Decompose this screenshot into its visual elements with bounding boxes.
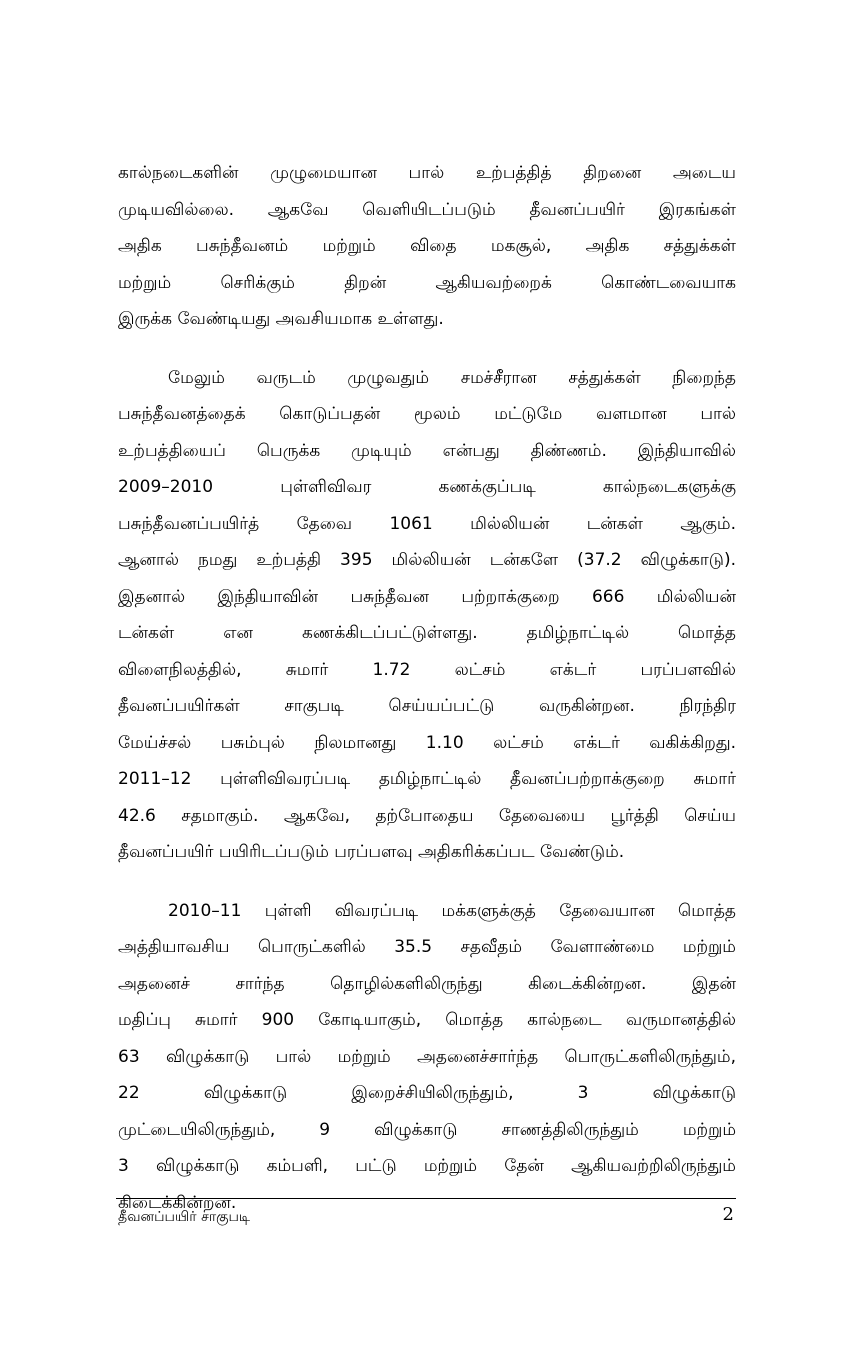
paragraph-line: மேய்ச்சல் பசும்புல் நிலமானது 1.10 லட்சம் எக்டர் வகிக்கிறது. <box>118 732 736 753</box>
paragraph-line: இருக்க வேண்டியது அவசியமாக உள்ளது. <box>118 309 444 329</box>
footer-divider <box>116 1198 736 1199</box>
footer-title: தீவனப்பயிர் சாகுபடி <box>118 1209 251 1225</box>
paragraph-line: மற்றும் செரிக்கும் திறன் ஆகியவற்றைக் கொண்டவையாக <box>118 272 736 293</box>
paragraph-line: முட்டையிலிருந்தும், 9 விழுக்காடு சாணத்திலிருந்தும் மற்றும் <box>118 1119 736 1140</box>
paragraph-line: மதிப்பு சுமார் 900 கோடியாகும், மொத்த கால்நடை வருமானத்தில் <box>118 1010 736 1030</box>
paragraph-line: கால்நடைகளின் முழுமையான பால் உற்பத்தித் திறனை அடைய <box>118 163 736 183</box>
paragraph-line: 2011–12 புள்ளிவிவரப்படி தமிழ்நாட்டில் தீவனப்பற்றாக்குறை சுமார் <box>118 769 736 789</box>
paragraph-line: மேலும் வருடம் முழுவதும் சமச்சீரான சத்துக்கள் நிறைந்த <box>168 367 736 388</box>
paragraph-line: 2010–11 புள்ளி விவரப்படி மக்களுக்குத் தேவையான மொத்த <box>168 900 736 921</box>
paragraph-line: அதனைச் சார்ந்த தொழில்களிலிருந்து கிடைக்கின்றன. இதன் <box>118 973 736 994</box>
paragraph-line: பசுந்தீவனத்தைக் கொடுப்பதன் மூலம் மட்டுமே வளமான பால் <box>118 404 736 424</box>
paragraph-line: தீவனப்பயிர்கள் சாகுபடி செய்யப்பட்டு வருகின்றன. நிரந்திர <box>118 696 736 716</box>
paragraph-line: முடியவில்லை. ஆகவே வெளியிடப்படும் தீவனப்பயிர் இரகங்கள் <box>118 199 736 220</box>
paragraph-3 <box>118 893 736 1222</box>
paragraph-2 <box>118 360 736 871</box>
paragraph-line: 63 விழுக்காடு பால் மற்றும் அதனைச்சார்ந்த பொருட்களிலிருந்தும், <box>118 1046 736 1067</box>
page-number: 2 <box>722 1204 734 1225</box>
paragraph-line: விளைநிலத்தில், சுமார் 1.72 லட்சம் எக்டர் பரப்பளவில் <box>118 659 736 680</box>
paragraph-1 <box>118 155 736 338</box>
paragraph-line: அத்தியாவசிய பொருட்களில் 35.5 சதவீதம் வேளாண்மை மற்றும் <box>118 937 736 957</box>
paragraph-line: உற்பத்தியைப் பெருக்க முடியும் என்பது திண்ணம். இந்தியாவில் <box>118 440 736 461</box>
paragraph-line: டன்கள் என கணக்கிடப்பட்டுள்ளது. தமிழ்நாட்டில் மொத்த <box>118 623 736 643</box>
paragraph-line: பசுந்தீவனப்பயிர்த் தேவை 1061 மில்லியன் டன்கள் ஆகும். <box>118 513 736 534</box>
page-body <box>118 155 736 1221</box>
paragraph-line: அதிக பசுந்தீவனம் மற்றும் விதை மகசூல், அதிக சத்துக்கள் <box>118 236 736 256</box>
paragraph-line: தீவனப்பயிர் பயிரிடப்படும் பரப்பளவு அதிகரிக்கப்பட வேண்டும். <box>118 842 625 862</box>
paragraph-line: ஆனால் நமது உற்பத்தி 395 மில்லியன் டன்களே (37.2 விழுக்காடு). <box>118 550 736 570</box>
paragraph-line: கிடைக்கின்றன. <box>118 1192 237 1213</box>
paragraph-line: 3 விழுக்காடு கம்பளி, பட்டு மற்றும் தேன் ஆகியவற்றிலிருந்தும் <box>118 1156 736 1176</box>
paragraph-line: 22 விழுக்காடு இறைச்சியிலிருந்தும், 3 விழுக்காடு <box>118 1083 736 1103</box>
paragraph-line: இதனால் இந்தியாவின் பசுந்தீவன பற்றாக்குறை 666 மில்லியன் <box>118 586 736 607</box>
paragraph-line: 42.6 சதமாகும். ஆகவே, தற்போதைய தேவையை பூர்த்தி செய்ய <box>118 805 736 826</box>
paragraph-line: 2009–2010 புள்ளிவிவர கணக்குப்படி கால்நடைகளுக்கு <box>118 477 736 497</box>
